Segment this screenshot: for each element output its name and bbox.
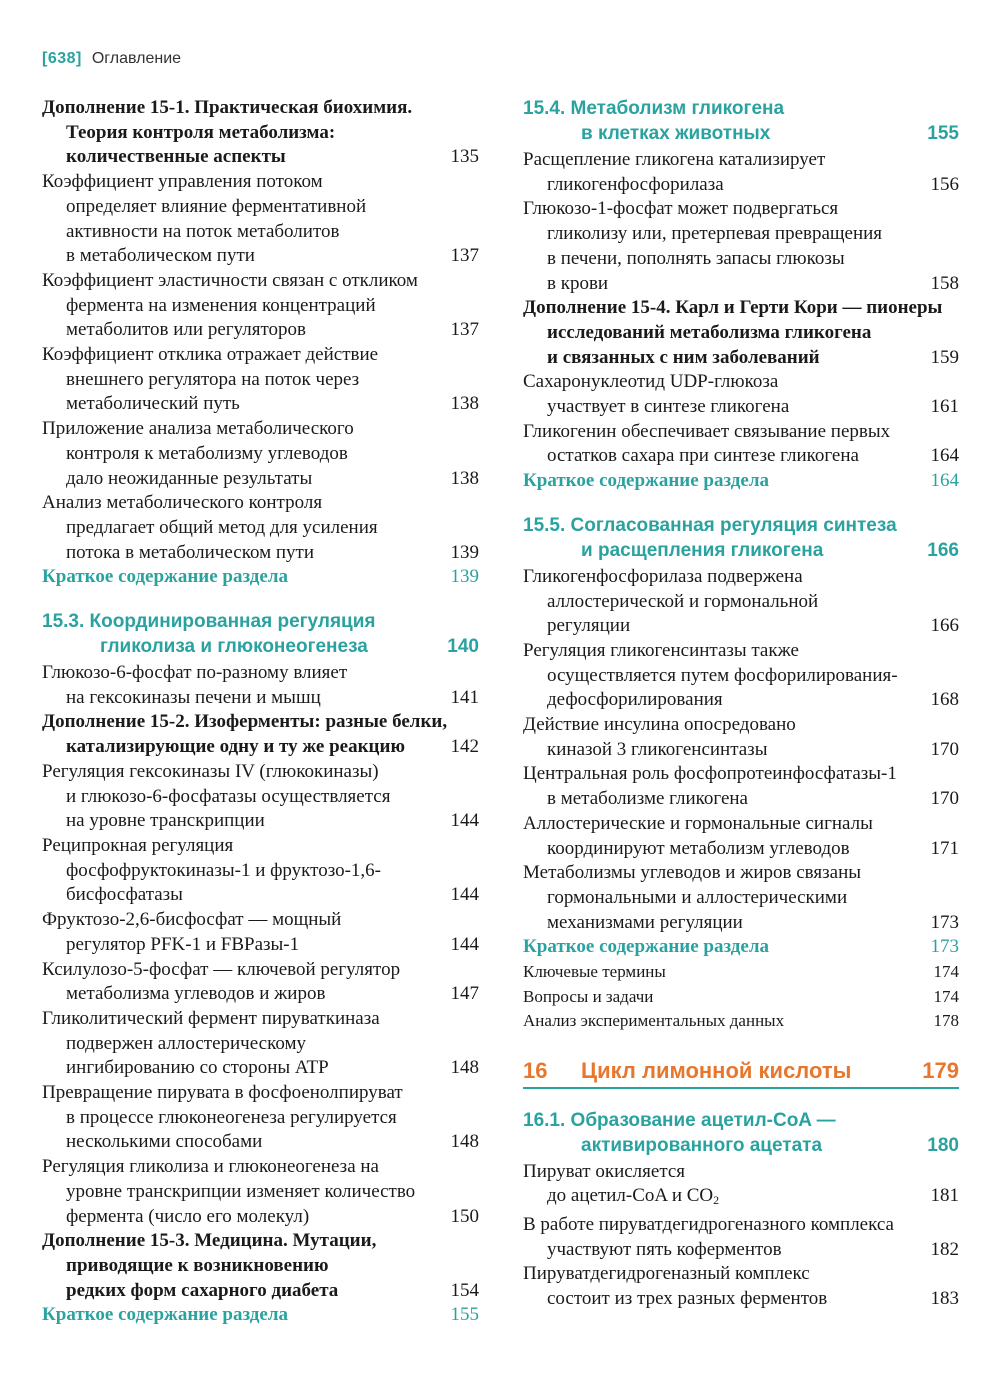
page-ref: 158 (930, 272, 959, 294)
page-ref: 168 (930, 689, 959, 711)
section-heading-15-3[interactable]: 15.3. Координированная регуляция гликолиза и глюконеогенеза 140 (42, 611, 479, 658)
page-ref: 139 (450, 541, 479, 563)
subscript: 2 (713, 1193, 720, 1208)
toc-entry[interactable]: Регуляция гликолиза и глюконеогенеза на уровне транскрипции изменяет количество фермента (число его молекул) 150 (42, 1155, 479, 1229)
page-ref: 170 (930, 738, 959, 760)
toc-box-entry[interactable]: Дополнение 15-1. Практическая биохимия. Теория контроля метаболизма: количественные аспекты 135 (42, 96, 479, 170)
section-summary-link[interactable]: Краткое содержание раздела 155 (42, 1303, 479, 1328)
page-ref: 171 (930, 837, 959, 859)
page-ref: 161 (930, 396, 959, 418)
toc-entry[interactable]: Превращение пирувата в фосфоенолпируват в процессе глюконеогенеза регулируется несколькими способами 148 (42, 1081, 479, 1155)
page-ref: 159 (930, 346, 959, 368)
section-summary-link[interactable]: Краткое содержание раздела 139 (42, 565, 479, 590)
page-ref: 140 (447, 636, 479, 658)
page-ref: 183 (930, 1288, 959, 1310)
running-title: Оглавление (91, 50, 182, 67)
page-ref: 137 (450, 245, 479, 267)
section-heading-15-4[interactable]: 15.4. Метаболизм гликогена в клетках животных 155 (523, 98, 959, 144)
page-ref: 166 (927, 539, 959, 561)
key-terms-link[interactable]: Ключевые термины 174 (523, 960, 959, 985)
toc-entry[interactable]: Аллостерические и гормональные сигналы координируют метаболизм углеводов 171 (523, 812, 959, 861)
page-ref: 164 (930, 445, 959, 467)
page-ref: 147 (450, 983, 479, 1005)
page-ref: 148 (450, 1057, 479, 1079)
toc-left-column (42, 96, 479, 1328)
page-ref: 148 (450, 1131, 479, 1153)
toc-entry[interactable]: Действие инсулина опосредовано киназой 3 гликогенсинтазы 170 (523, 713, 959, 762)
data-analysis-link[interactable]: Анализ экспериментальных данных 178 (523, 1009, 959, 1034)
toc-entry[interactable]: Регуляция гексокиназы IV (глюкокиназы) и глюкозо-6-фосфатазы осуществляется на уровне транскрипции 144 (42, 760, 479, 834)
page-ref: 170 (930, 788, 959, 810)
page-ref: 138 (450, 467, 479, 489)
chapter-title: Цикл лимонной кислоты (581, 1057, 852, 1083)
chapter-number: 16 (523, 1057, 548, 1083)
page-header (42, 50, 181, 68)
toc-entry[interactable]: Коэффициент управления потоком определяет влияние ферментативной активности на поток метаболитов в метаболическом пути 137 (42, 170, 479, 269)
toc-entry[interactable]: Коэффициент отклика отражает действие внешнего регулятора на поток через метаболический путь 138 (42, 343, 479, 417)
questions-link[interactable]: Вопросы и задачи 174 (523, 985, 959, 1010)
toc-entry[interactable]: Реципрокная регуляция фосфофруктокиназы-1 и фруктозо-1,6- бисфосфатазы 144 (42, 834, 479, 908)
page-ref: 142 (450, 736, 479, 758)
toc-entry[interactable]: Глюкозо-1-фосфат может подвергаться гликолизу или, претерпевая превращения в печени, пополнять запасы глюкозы в крови 158 (523, 197, 959, 296)
toc-entry[interactable]: Фруктозо-2,6-бисфосфат — мощный регулятор PFK-1 и FBPазы-1 144 (42, 908, 479, 957)
page-ref: 166 (930, 615, 959, 637)
page-ref: 155 (450, 1304, 479, 1326)
page-ref: 174 (933, 986, 959, 1006)
chapter-heading-16[interactable] (523, 1056, 959, 1089)
toc-entry[interactable]: Сахаронуклеотид UDP-глюкоза участвует в синтезе гликогена 161 (523, 370, 959, 419)
page-number: [638] (42, 50, 82, 67)
section-heading-15-5[interactable]: 15.5. Согласованная регуляция синтеза и расщепления гликогена 166 (523, 514, 959, 561)
toc-entry[interactable]: Пируват окисляется до ацетил-CoA и $CO_2$ 181 (523, 1160, 959, 1208)
page-ref: 179 (922, 1057, 959, 1083)
page-ref: 135 (450, 146, 479, 168)
page-ref: 150 (450, 1205, 479, 1227)
toc-entry[interactable]: Гликолитический фермент пируваткиназа подвержен аллостерическому ингибированию со стороны ATP 148 (42, 1007, 479, 1081)
toc-entry[interactable]: Центральная роль фосфопротеинфосфатазы-1 в метаболизме гликогена 170 (523, 762, 959, 811)
section-summary-link[interactable]: Краткое содержание раздела 173 (523, 935, 959, 960)
toc-entry[interactable]: Приложение анализа метаболического контроля к метаболизму углеводов дало неожиданные результаты 138 (42, 417, 479, 491)
section-summary-link[interactable]: Краткое содержание раздела 164 (523, 469, 959, 494)
toc-right-column (523, 96, 959, 1312)
toc-entry[interactable]: В работе пируватдегидрогеназного комплекса участвуют пять коферментов 182 (523, 1213, 959, 1262)
page-ref: 182 (930, 1238, 959, 1260)
toc-entry[interactable]: Метаболизмы углеводов и жиров связаны гормональными и аллостерическими механизмами регуляции 173 (523, 861, 959, 935)
toc-entry[interactable]: Анализ метаболического контроля предлагает общий метод для усиления потока в метаболическом пути 139 (42, 491, 479, 565)
page-ref: 178 (933, 1011, 959, 1031)
page-ref: 144 (450, 884, 479, 906)
page-ref: 139 (450, 566, 479, 588)
section-heading-16-1[interactable]: 16.1. Образование ацетил-CoA — активированного ацетата 180 (523, 1109, 959, 1156)
page-ref: 137 (450, 319, 479, 341)
page-ref: 141 (450, 686, 479, 708)
page-ref: 173 (930, 911, 959, 933)
page-ref: 144 (450, 810, 479, 832)
page-ref: 164 (930, 470, 959, 492)
page-ref: 144 (450, 933, 479, 955)
toc-entry[interactable]: Коэффициент эластичности связан с откликом фермента на изменения концентраций метаболитов или регуляторов 137 (42, 269, 479, 343)
toc-box-entry[interactable]: Дополнение 15-4. Карл и Герти Кори — пионеры исследований метаболизма гликогена и связанных с ним заболеваний 159 (523, 296, 959, 370)
toc-entry[interactable]: Расщепление гликогена катализирует гликогенфосфорилаза 156 (523, 148, 959, 197)
toc-entry[interactable]: Гликогенин обеспечивает связывание первых остатков сахара при синтезе гликогена 164 (523, 420, 959, 469)
page-ref: 138 (450, 393, 479, 415)
page-ref: 181 (930, 1185, 959, 1207)
toc-box-entry[interactable]: Дополнение 15-3. Медицина. Мутации, приводящие к возникновению редких форм сахарного диабета 154 (42, 1229, 479, 1303)
page-ref: 154 (450, 1279, 479, 1301)
page-ref: 180 (927, 1134, 959, 1156)
toc-entry[interactable]: Пируватдегидрогеназный комплекс состоит из трех разных ферментов 183 (523, 1262, 959, 1311)
page-ref: 155 (927, 123, 959, 144)
page-ref: 174 (933, 962, 959, 982)
toc-entry[interactable]: Ксилулозо-5-фосфат — ключевой регулятор метаболизма углеводов и жиров 147 (42, 958, 479, 1007)
page-ref: 156 (930, 173, 959, 195)
page-ref: 173 (930, 936, 959, 958)
toc-entry[interactable]: Глюкозо-6-фосфат по-разному влияет на гексокиназы печени и мышц 141 (42, 661, 479, 710)
toc-box-entry[interactable]: Дополнение 15-2. Изоферменты: разные белки, катализирующие одну и ту же реакцию 142 (42, 710, 479, 759)
toc-entry[interactable]: Регуляция гликогенсинтазы также осуществляется путем фосфорилирования- дефосфорилирования 168 (523, 639, 959, 713)
toc-entry[interactable]: Гликогенфосфорилаза подвержена аллостерической и гормональной регуляции 166 (523, 565, 959, 639)
